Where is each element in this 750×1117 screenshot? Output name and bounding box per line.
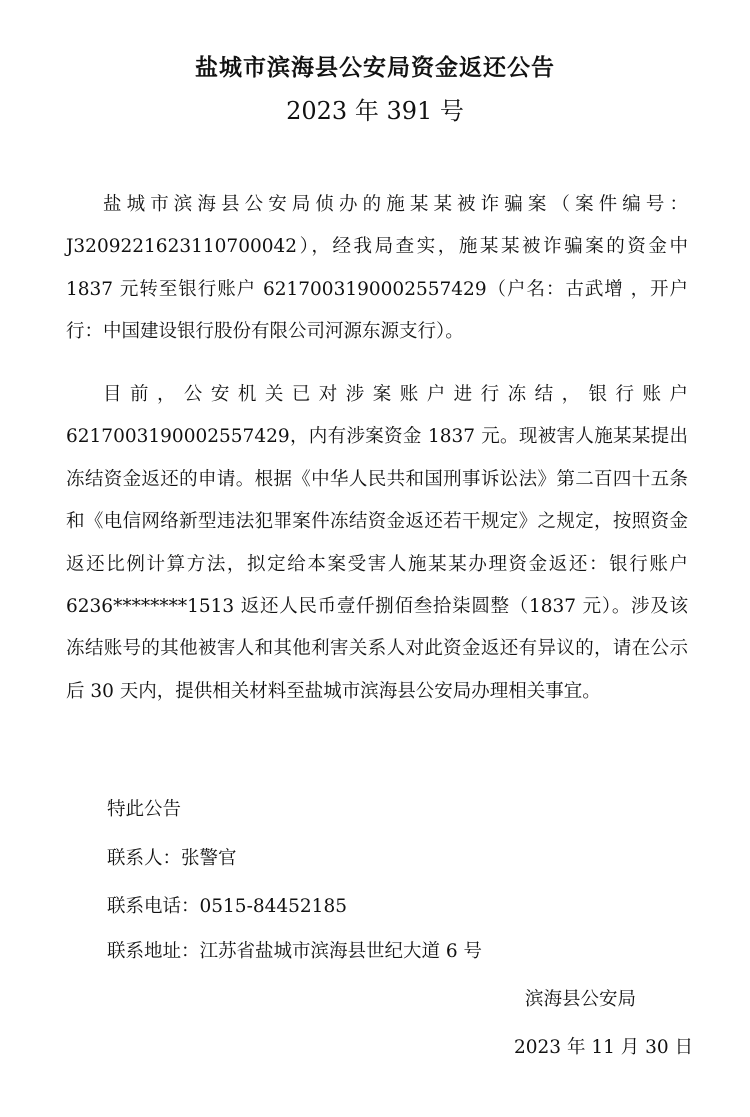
notice-paragraph-2: 目前，公安机关已对涉案账户进行冻结，银行账户 6217003190002557429，内有涉案资金 1837 元。现被害人施某某提出冻结资金返还的申请。根据《中华人民共和国刑事诉讼法》第二百四十五条和《电信网络新型违法犯罪案件冻结资金返还若干规定》之规定，按照资金返还比例计算方法，拟定给本案受害人施某某办理资金返还：银行账户 6236********1513 返还人民币壹仟捌佰叁拾柒圆整（1837 元）。涉及该冻结账号的其他被害人和其他利害关系人对此资金返还有异议的，请在公示后 30 天内，提供相关材料至盐城市滨海县公安局办理相关事宜。 xyxy=(66,384,688,702)
contact-phone: 联系电话：0515-84452185 xyxy=(107,896,347,917)
contact-address: 联系地址：江苏省盐城市滨海县世纪大道 6 号 xyxy=(107,941,483,962)
notice-closing: 特此公告 xyxy=(107,799,182,820)
notice-paragraph-1: 盐城市滨海县公安局侦办的施某某被诈骗案（案件编号：J3209221623110700042），经我局查实，施某某被诈骗案的资金中 1837 元转至银行账户 6217003190002557429（户名：古武增 ，开户行：中国建设银行股份有限公司河源东源支行）。 xyxy=(66,194,688,343)
signature-date: 2023 年 11 月 30 日 xyxy=(514,1037,694,1058)
signature-organization: 滨海县公安局 xyxy=(525,989,637,1010)
notice-title: 盐城市滨海县公安局资金返还公告 xyxy=(195,54,555,81)
notice-number: 2023 年 391 号 xyxy=(286,97,464,125)
contact-person: 联系人：张警官 xyxy=(107,848,237,869)
